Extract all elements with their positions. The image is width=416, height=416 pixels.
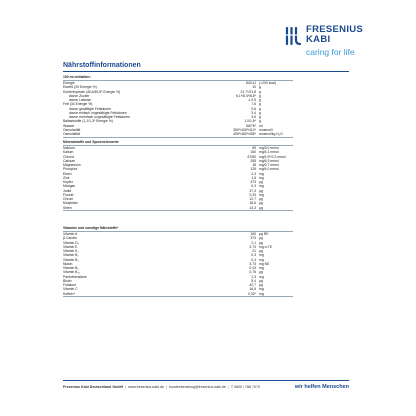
nutrient-label: Vitamin A — [63, 232, 78, 237]
nutrient-label: Folsäure — [63, 283, 77, 288]
brand-name-line2: KABI — [306, 34, 331, 45]
nutrient-unit: µg — [259, 180, 263, 185]
nutrient-label: Kalium — [63, 150, 74, 155]
nutrient-unit: µg — [259, 240, 263, 245]
page-title: Nährstoffinformationen — [63, 62, 141, 69]
footer-slogan: wir helfen Menschen — [294, 384, 349, 390]
nutrient-label: Pantothensäure — [63, 274, 87, 279]
nutrient-unit: mg — [259, 192, 264, 197]
nutrient-label: Jodid — [63, 188, 72, 193]
nutrient-value: 0,6 — [251, 106, 256, 111]
nutrient-label: Biotin — [63, 278, 72, 283]
nutrient-value: 18,6 — [249, 201, 256, 206]
nutrient-unit: mosmol/l — [259, 127, 273, 132]
nutrient-label: Niacin — [63, 261, 73, 266]
nutrient-value: 125 — [250, 167, 256, 172]
nutrient-label: Vitamine und sonstige Nährstoffe* — [63, 226, 119, 230]
nutrient-unit: µg — [259, 270, 263, 275]
nutrient-unit: g — [259, 98, 261, 103]
nutrient-label: Vitamin D₃ — [63, 240, 80, 245]
nutrient-label: Vitamin B₁₂ — [63, 270, 80, 275]
footer-separator: | — [227, 385, 229, 389]
nutrient-unit: mg — [259, 287, 264, 292]
nutrient-unit: mg/4,1 mmol — [259, 150, 279, 155]
nutrient-value: 0,4 — [251, 257, 256, 262]
nutrient-value: 0,75 — [249, 270, 256, 275]
nutrient-label: Koffein* — [63, 291, 75, 296]
nutrient-value: 37,3 — [249, 188, 256, 193]
nutrient-unit: µg — [259, 201, 263, 206]
brand-name-line1: FRESENIUS — [306, 24, 364, 35]
nutrient-value: 160 — [250, 150, 256, 155]
nutrient-value: 18 — [252, 163, 256, 168]
nutrient-value: 2,3 — [251, 171, 256, 176]
nutrient-unit: mg/3,0 mmol — [259, 146, 279, 151]
nutrient-value: ≤ 0,5 — [248, 98, 256, 103]
nutrient-unit: mg/1,9*/2,3 mmol — [259, 154, 286, 159]
nutrient-unit: mg NE — [259, 261, 270, 266]
table-divider — [63, 137, 293, 138]
nutrient-unit: µg — [259, 188, 263, 193]
nutrient-value: 373 — [250, 236, 256, 241]
nutrient-value: 1,3 — [251, 274, 256, 279]
footer-phone: T 0800 / 788 7070 — [230, 385, 260, 389]
nutrient-value: 21 — [252, 249, 256, 254]
nutrient-unit — [259, 140, 293, 144]
table-divider — [63, 210, 293, 211]
nutrient-value: 3,73 — [249, 244, 256, 249]
nutrient-label: Kohlenhydrate (45,4/45,5* Energie %) — [63, 89, 121, 94]
nutrient-value: 455*/460*/455* — [233, 132, 256, 137]
nutrient-unit: mg — [259, 253, 264, 258]
nutrient-value: 16,8 — [249, 287, 256, 292]
nutrient-unit: µg — [259, 205, 263, 210]
nutrient-label: 100 ml enthalten: — [63, 75, 91, 79]
footer-company: Fresenius Kabi Deutschland GmbH — [63, 385, 124, 389]
section-heading-row — [63, 140, 293, 144]
nutrient-label: Energie — [63, 81, 75, 86]
nutrient-label: Magnesium — [63, 163, 81, 168]
nutrient-label: Vitamin B₂ — [63, 257, 79, 262]
nutrient-unit: µg — [259, 236, 263, 241]
nutrient-label: Vitamin K₁ — [63, 249, 79, 254]
brand-tagline: caring for life — [306, 47, 355, 57]
nutrient-value: 68/76* — [246, 123, 256, 128]
nutrient-label: Mangan — [63, 184, 76, 189]
nutrient-value: 373 — [250, 180, 256, 185]
footer-separator: | — [125, 385, 127, 389]
nutrient-label: Calcium — [63, 158, 76, 163]
nutrient-value: 3,73 — [249, 261, 256, 266]
nutrient-label: Kupfer — [63, 180, 73, 185]
nutrient-label: Vitamin E — [63, 244, 78, 249]
nutrient-value: 1,0/1,6* — [244, 119, 256, 124]
nutrient-value: 2,1 — [251, 240, 256, 245]
nutrient-unit: g — [259, 89, 261, 94]
nutrient-label: Selen — [63, 205, 72, 210]
nutrient-unit: g — [259, 119, 261, 124]
nutrient-unit: µg — [259, 197, 263, 202]
nutrient-label: Molybdän — [63, 201, 78, 206]
nutrient-label: β-Carotin — [63, 236, 78, 241]
nutrient-value: 160 — [250, 232, 256, 237]
nutrient-unit: ml — [259, 123, 263, 128]
footer-divider — [63, 380, 349, 381]
brand-name — [306, 25, 363, 45]
nutrient-label: Eisen — [63, 171, 72, 176]
nutrient-unit: g — [259, 106, 261, 111]
nutrient-unit — [259, 75, 293, 79]
nutrient-unit: mg — [259, 184, 264, 189]
nutrient-value: 7,6 — [251, 102, 256, 107]
nutrient-value: 0,43 — [249, 266, 256, 271]
minerals-table — [63, 140, 293, 212]
nutrient-value — [220, 226, 259, 230]
nutrient-label: Eiweiß (20 Energie %) — [63, 85, 97, 90]
nutrient-value: 5,4 — [251, 278, 256, 283]
nutrient-unit: mg α-TE — [259, 244, 273, 249]
nutrient-label: Natrium — [63, 146, 75, 151]
nutrient-value: 21,7*/21,8 — [240, 89, 256, 94]
nutrient-value: 69 — [252, 146, 256, 151]
nutrient-unit: g — [259, 110, 261, 115]
nutrient-value: 840 kJ — [246, 81, 256, 86]
nutrient-row — [63, 132, 293, 136]
nutrient-unit: g — [259, 115, 261, 120]
nutrient-unit: mg — [259, 274, 264, 279]
footer-email-link[interactable]: kundenberatung@fresenius-kabi.de — [168, 385, 226, 389]
nutrient-value: 0,3 — [251, 253, 256, 258]
nutrient-unit: g — [259, 85, 261, 90]
table-divider — [63, 296, 293, 297]
nutrient-unit: µg RE — [259, 232, 269, 237]
nutrient-unit: mg — [259, 291, 264, 296]
nutrient-value: 13,3 — [249, 205, 256, 210]
nutrient-value: 12,7 — [249, 197, 256, 202]
nutrient-label: Ballaststoffe (1,1/1,3* Energie %) — [63, 119, 113, 124]
nutrient-value: 0,32* — [248, 291, 256, 296]
nutrient-label: davon Laktose — [69, 98, 92, 103]
footer-website-link[interactable]: www.fresenius-kabi.de — [128, 385, 164, 389]
nutrient-label: Fett (34 Energie %) — [63, 102, 93, 107]
nutrient-unit: mg — [259, 266, 264, 271]
nutrient-label: Vitamin B₆ — [63, 266, 79, 271]
vitamins-table — [63, 226, 293, 298]
fresenius-kabi-logo — [284, 24, 394, 64]
nutrient-value: 42,7 — [249, 283, 256, 288]
nutrient-value: 255 — [250, 158, 256, 163]
nutrient-value: 3,6 — [251, 115, 256, 120]
nutrient-unit: µg — [259, 278, 263, 283]
nutrient-label: Wasser — [63, 123, 75, 128]
nutrient-label: Fluorid — [63, 192, 74, 197]
nutrient-value: 10 — [252, 85, 256, 90]
nutrient-value: 0,33 — [249, 192, 256, 197]
nutrient-unit: mg — [259, 257, 264, 262]
title-divider — [63, 71, 349, 72]
nutrient-label: davon Zucker — [69, 93, 90, 98]
nutrient-row — [63, 292, 293, 296]
nutrient-unit: (=200 kcal) — [259, 81, 276, 86]
nutrient-unit: µg — [259, 249, 263, 254]
nutrient-unit: mg — [259, 175, 264, 180]
nutrient-row — [63, 206, 293, 210]
nutrient-value: 67/80 — [247, 154, 256, 159]
nutrient-unit: mg — [259, 171, 264, 176]
nutrient-unit: g — [259, 93, 261, 98]
footer-separator: | — [166, 385, 167, 389]
nutrient-value — [220, 140, 259, 144]
nutrient-value: 6,1*/8,4*/8,8* — [236, 93, 256, 98]
nutrient-label: Chrom — [63, 197, 74, 202]
nutrient-value: 390*/405*/410* — [233, 127, 256, 132]
nutrient-unit: mg/4,0 mmol — [259, 167, 279, 172]
nutrient-label: Chlorid — [63, 154, 74, 159]
nutrient-value — [220, 75, 259, 79]
footer — [63, 384, 349, 390]
nutrient-unit: g — [259, 102, 261, 107]
nutrient-label: Vitamin C — [63, 287, 78, 292]
nutrient-label: Zink — [63, 175, 70, 180]
nutrient-value: 0,3 — [251, 184, 256, 189]
nutrient-label: Vitamin B₁ — [63, 253, 79, 258]
nutrient-label: davon einfach ungesättigte Fettsäuren — [69, 110, 127, 115]
nutrient-label: Mineralstoffe und Spurenelemente — [63, 140, 119, 144]
nutrient-label: davon gesättigte Fettsäuren — [69, 106, 112, 111]
nutrient-label: davon mehrfach ungesättigte Fettsäuren — [69, 115, 130, 120]
nutrient-label: Phosphor — [63, 167, 78, 172]
energy-table — [63, 75, 293, 138]
nutrient-unit: µg — [259, 283, 263, 288]
nutrient-unit: mg/0,7 mmol — [259, 163, 279, 168]
section-heading-row — [63, 226, 293, 230]
nutrient-unit: mg/6,3 mmol — [259, 158, 279, 163]
section-heading-row — [63, 75, 293, 79]
nutrient-value: 1,6 — [251, 175, 256, 180]
nutrient-label: Osmolalität — [63, 132, 80, 137]
nutrient-unit: mosmol/kg H₂O — [259, 132, 283, 137]
nutrient-value: 3,4 — [251, 110, 256, 115]
fresenius-logo-mark-icon — [284, 26, 302, 46]
nutrient-label: Osmolarität — [63, 127, 81, 132]
nutrient-unit — [259, 226, 293, 230]
